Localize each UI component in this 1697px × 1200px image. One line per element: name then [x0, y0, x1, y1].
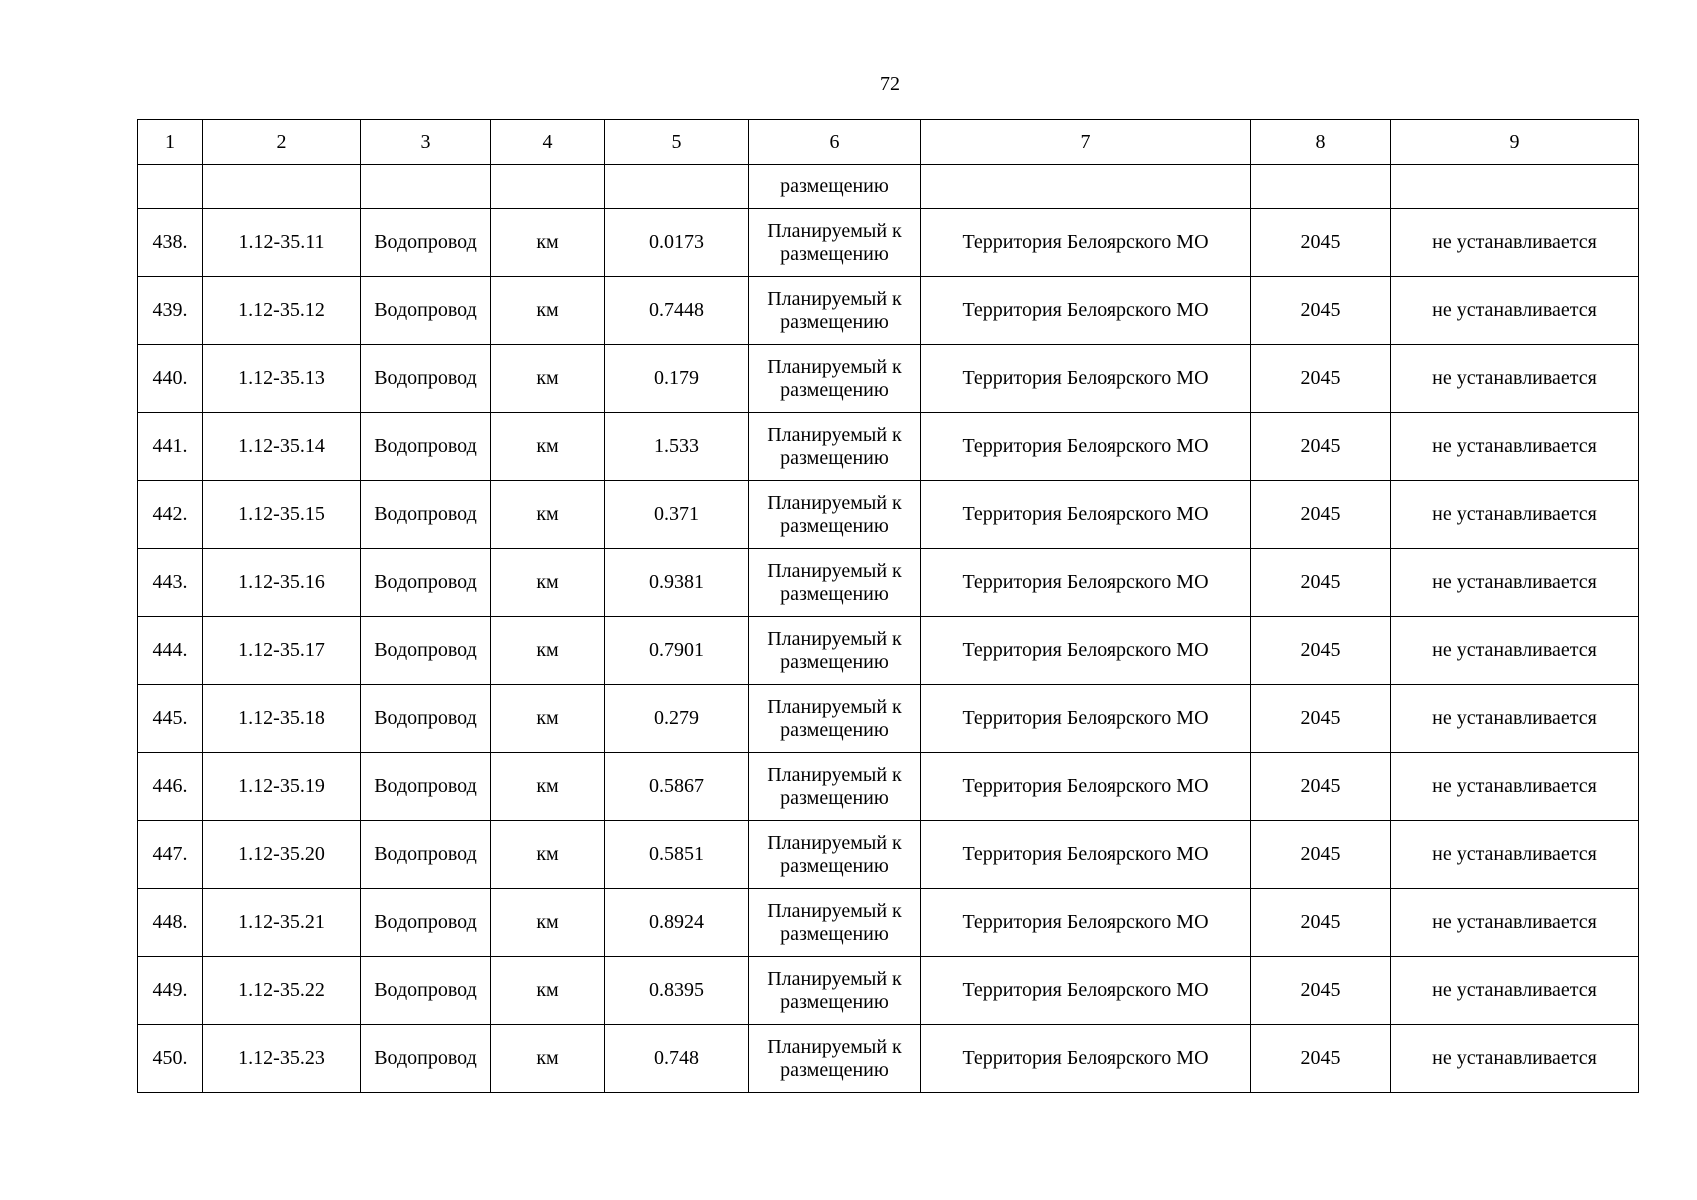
location-cell: Территория Белоярского МО	[921, 889, 1251, 957]
column-header: 4	[491, 120, 605, 165]
column-header: 5	[605, 120, 749, 165]
table-row	[138, 753, 1639, 821]
zone-cell: не устанавливается	[1391, 481, 1639, 549]
year-cell: 2045	[1251, 957, 1391, 1025]
code-cell: 1.12-35.20	[203, 821, 361, 889]
value-cell: 0.5867	[605, 753, 749, 821]
name-cell: Водопровод	[361, 1025, 491, 1093]
zone-cell: не устанавливается	[1391, 1025, 1639, 1093]
status-cell: Планируемый к размещению	[749, 889, 921, 957]
value-cell: 0.0173	[605, 209, 749, 277]
column-header: 7	[921, 120, 1251, 165]
code-cell: 1.12-35.13	[203, 345, 361, 413]
continuation-row	[138, 165, 1639, 209]
row-number-cell: 442.	[138, 481, 203, 549]
value-cell: 0.371	[605, 481, 749, 549]
status-cell: Планируемый к размещению	[749, 277, 921, 345]
year-cell: 2045	[1251, 413, 1391, 481]
year-cell: 2045	[1251, 889, 1391, 957]
table-cell: размещению	[749, 165, 921, 209]
name-cell: Водопровод	[361, 889, 491, 957]
table-row	[138, 889, 1639, 957]
code-cell: 1.12-35.12	[203, 277, 361, 345]
name-cell: Водопровод	[361, 753, 491, 821]
year-cell: 2045	[1251, 685, 1391, 753]
zone-cell: не устанавливается	[1391, 345, 1639, 413]
table-row	[138, 481, 1639, 549]
zone-cell: не устанавливается	[1391, 413, 1639, 481]
year-cell: 2045	[1251, 277, 1391, 345]
unit-cell: км	[491, 889, 605, 957]
code-cell: 1.12-35.16	[203, 549, 361, 617]
year-cell: 2045	[1251, 1025, 1391, 1093]
year-cell: 2045	[1251, 481, 1391, 549]
row-number-cell: 443.	[138, 549, 203, 617]
zone-cell: не устанавливается	[1391, 957, 1639, 1025]
table-row	[138, 345, 1639, 413]
value-cell: 0.7901	[605, 617, 749, 685]
status-cell: Планируемый к размещению	[749, 345, 921, 413]
name-cell: Водопровод	[361, 617, 491, 685]
table-row	[138, 277, 1639, 345]
unit-cell: км	[491, 277, 605, 345]
name-cell: Водопровод	[361, 549, 491, 617]
location-cell: Территория Белоярского МО	[921, 1025, 1251, 1093]
year-cell: 2045	[1251, 821, 1391, 889]
unit-cell: км	[491, 481, 605, 549]
zone-cell: не устанавливается	[1391, 277, 1639, 345]
row-number-cell: 441.	[138, 413, 203, 481]
location-cell: Территория Белоярского МО	[921, 617, 1251, 685]
location-cell: Территория Белоярского МО	[921, 753, 1251, 821]
unit-cell: км	[491, 753, 605, 821]
value-cell: 0.279	[605, 685, 749, 753]
location-cell: Территория Белоярского МО	[921, 413, 1251, 481]
unit-cell: км	[491, 617, 605, 685]
table-row	[138, 617, 1639, 685]
zone-cell: не устанавливается	[1391, 685, 1639, 753]
status-cell: Планируемый к размещению	[749, 957, 921, 1025]
row-number-cell: 448.	[138, 889, 203, 957]
name-cell: Водопровод	[361, 957, 491, 1025]
zone-cell: не устанавливается	[1391, 617, 1639, 685]
value-cell: 0.9381	[605, 549, 749, 617]
table-row	[138, 413, 1639, 481]
table-cell	[138, 165, 203, 209]
table-body	[138, 120, 1639, 1093]
column-header: 1	[138, 120, 203, 165]
row-number-cell: 444.	[138, 617, 203, 685]
table-row	[138, 1025, 1639, 1093]
row-number-cell: 439.	[138, 277, 203, 345]
objects-table	[137, 119, 1639, 1093]
table-row	[138, 209, 1639, 277]
code-cell: 1.12-35.23	[203, 1025, 361, 1093]
code-cell: 1.12-35.17	[203, 617, 361, 685]
location-cell: Территория Белоярского МО	[921, 345, 1251, 413]
row-number-cell: 450.	[138, 1025, 203, 1093]
row-number-cell: 447.	[138, 821, 203, 889]
name-cell: Водопровод	[361, 209, 491, 277]
unit-cell: км	[491, 1025, 605, 1093]
value-cell: 0.8924	[605, 889, 749, 957]
name-cell: Водопровод	[361, 821, 491, 889]
zone-cell: не устанавливается	[1391, 753, 1639, 821]
location-cell: Территория Белоярского МО	[921, 821, 1251, 889]
location-cell: Территория Белоярского МО	[921, 685, 1251, 753]
value-cell: 1.533	[605, 413, 749, 481]
name-cell: Водопровод	[361, 481, 491, 549]
code-cell: 1.12-35.18	[203, 685, 361, 753]
row-number-cell: 445.	[138, 685, 203, 753]
code-cell: 1.12-35.19	[203, 753, 361, 821]
unit-cell: км	[491, 413, 605, 481]
table-cell	[361, 165, 491, 209]
unit-cell: км	[491, 345, 605, 413]
year-cell: 2045	[1251, 753, 1391, 821]
row-number-cell: 446.	[138, 753, 203, 821]
name-cell: Водопровод	[361, 277, 491, 345]
table-row	[138, 685, 1639, 753]
code-cell: 1.12-35.14	[203, 413, 361, 481]
column-header: 6	[749, 120, 921, 165]
status-cell: Планируемый к размещению	[749, 617, 921, 685]
page-number: 72	[880, 73, 900, 95]
location-cell: Территория Белоярского МО	[921, 549, 1251, 617]
year-cell: 2045	[1251, 209, 1391, 277]
unit-cell: км	[491, 209, 605, 277]
code-cell: 1.12-35.15	[203, 481, 361, 549]
status-cell: Планируемый к размещению	[749, 1025, 921, 1093]
status-cell: Планируемый к размещению	[749, 549, 921, 617]
year-cell: 2045	[1251, 549, 1391, 617]
status-cell: Планируемый к размещению	[749, 753, 921, 821]
code-cell: 1.12-35.11	[203, 209, 361, 277]
unit-cell: км	[491, 821, 605, 889]
name-cell: Водопровод	[361, 685, 491, 753]
row-number-cell: 438.	[138, 209, 203, 277]
table-row	[138, 821, 1639, 889]
location-cell: Территория Белоярского МО	[921, 277, 1251, 345]
name-cell: Водопровод	[361, 413, 491, 481]
column-header: 2	[203, 120, 361, 165]
location-cell: Территория Белоярского МО	[921, 209, 1251, 277]
value-cell: 0.179	[605, 345, 749, 413]
row-number-cell: 440.	[138, 345, 203, 413]
status-cell: Планируемый к размещению	[749, 481, 921, 549]
value-cell: 0.5851	[605, 821, 749, 889]
location-cell: Территория Белоярского МО	[921, 957, 1251, 1025]
table-cell	[203, 165, 361, 209]
table-row	[138, 957, 1639, 1025]
table-cell	[491, 165, 605, 209]
status-cell: Планируемый к размещению	[749, 685, 921, 753]
zone-cell: не устанавливается	[1391, 209, 1639, 277]
column-header: 3	[361, 120, 491, 165]
value-cell: 0.748	[605, 1025, 749, 1093]
zone-cell: не устанавливается	[1391, 549, 1639, 617]
value-cell: 0.8395	[605, 957, 749, 1025]
unit-cell: км	[491, 685, 605, 753]
row-number-cell: 449.	[138, 957, 203, 1025]
unit-cell: км	[491, 957, 605, 1025]
status-cell: Планируемый к размещению	[749, 413, 921, 481]
table-cell	[1251, 165, 1391, 209]
name-cell: Водопровод	[361, 345, 491, 413]
location-cell: Территория Белоярского МО	[921, 481, 1251, 549]
code-cell: 1.12-35.21	[203, 889, 361, 957]
table-cell	[605, 165, 749, 209]
column-header: 8	[1251, 120, 1391, 165]
year-cell: 2045	[1251, 345, 1391, 413]
table-row	[138, 549, 1639, 617]
zone-cell: не устанавливается	[1391, 821, 1639, 889]
code-cell: 1.12-35.22	[203, 957, 361, 1025]
column-header: 9	[1391, 120, 1639, 165]
zone-cell: не устанавливается	[1391, 889, 1639, 957]
year-cell: 2045	[1251, 617, 1391, 685]
table-cell	[1391, 165, 1639, 209]
column-number-row	[138, 120, 1639, 165]
status-cell: Планируемый к размещению	[749, 209, 921, 277]
unit-cell: км	[491, 549, 605, 617]
table-cell	[921, 165, 1251, 209]
value-cell: 0.7448	[605, 277, 749, 345]
status-cell: Планируемый к размещению	[749, 821, 921, 889]
